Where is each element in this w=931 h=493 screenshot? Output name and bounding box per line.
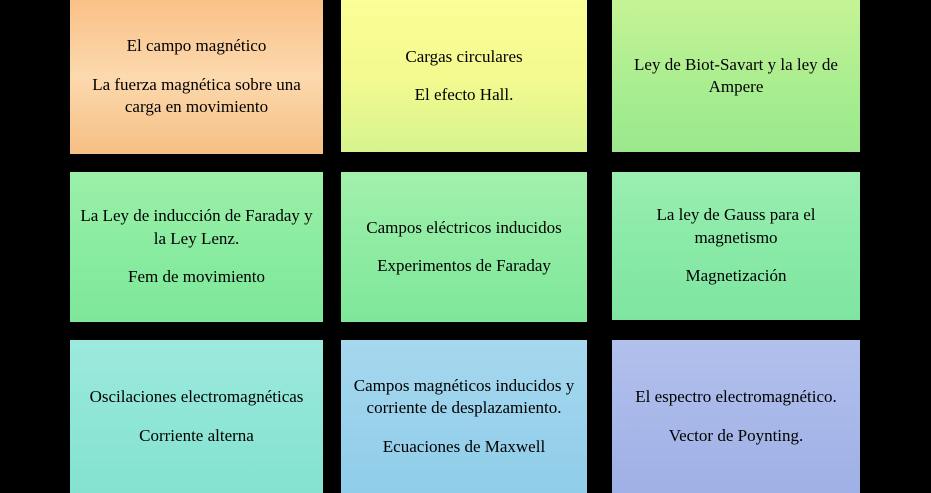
card-line-primary: Ley de Biot-Savart y la ley de Ampere [634,54,838,96]
card-induced-magnetic-fields[interactable] [341,340,587,493]
card-line-secondary: La fuerza magnética sobre una carga en movimiento [92,74,301,117]
card-line-secondary: Corriente alterna [139,425,254,445]
card-line-secondary: Magnetización [685,266,787,286]
card-line-primary: Campos magnéticos inducidos y corriente de desplazamiento. [353,375,575,418]
card-line-primary: Campos eléctricos inducidos [366,217,562,237]
card-magnetic-field[interactable] [70,0,323,154]
card-gauss-law-magnetism[interactable] [612,172,860,320]
card-electromagnetic-spectrum[interactable] [612,340,860,493]
card-line-secondary: El efecto Hall. [414,85,514,104]
card-line-secondary: Fem de movimiento [128,267,265,287]
card-line-primary: Oscilaciones electromagnéticas [89,387,304,407]
card-line-secondary: Experimentos de Faraday [377,256,551,275]
card-induced-electric-fields[interactable] [341,172,587,322]
card-line-primary: El espectro electromagnético. [635,387,837,407]
card-line-primary: La ley de Gauss para el magnetismo [656,205,816,247]
card-biot-savart-ampere[interactable] [612,0,860,152]
card-faraday-lenz[interactable] [70,172,323,322]
card-circular-charges[interactable] [341,0,587,152]
card-electromagnetic-oscillations[interactable] [70,340,323,493]
card-line-secondary: Ecuaciones de Maxwell [382,436,546,456]
card-line-primary: Cargas circulares [405,46,523,66]
card-line-primary: La Ley de inducción de Faraday y la Ley Lenz. [80,206,313,248]
card-line-secondary: Vector de Poynting. [668,425,804,445]
card-line-primary: El campo magnético [126,36,267,56]
